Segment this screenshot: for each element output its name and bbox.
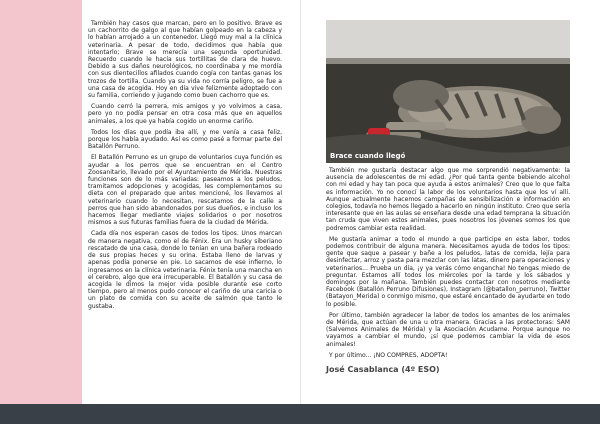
photo-caption: Brace cuando llegó xyxy=(330,152,406,160)
viewer-bottom-bar xyxy=(0,404,600,424)
paragraph: Me gustaría animar a todo el mundo a que participe en esta labor, todos podemos contribuir de alguna manera. Necesitamos ayuda de todos los tipos: gente que saque a pasear y bañe a los peludos, latas de comida, lejía para desinfectar, arroz y pasta para mezclar con las latas, dinero para operaciones y veterinarios... Prueba un día, ¡y ya verás cómo engancha! No tengas miedo de preguntar. Estamos allí todos los miércoles por la tarde y los sábados y domingos por la mañana. También puedes contactar con nosotros mediante Facebook (Batallón Perruno Difusiones), Instagram (@batallon_perruno), Twitter (Batayon_Merida) o conmigo mismo, que estaré encantado de ayudarte en todo lo posible. xyxy=(326,235,570,308)
dog-photo-image xyxy=(326,20,570,163)
decorative-pink-strip xyxy=(0,0,82,404)
right-text-column xyxy=(326,20,570,374)
paragraph: Y por último... ¡NO COMPRES, ADOPTA! xyxy=(329,351,448,359)
paragraph: El Batallón Perruno es un grupo de voluntarios cuya función es ayudar a los perros que se encuentran en el Centro Zoosanitario, llevado por el Ayuntamiento de Mérida. Nuestras funciones son de lo más variadas: paseamos a los peludos, tramitamos adopciones y acogidas, les complementamos su dieta con el preparado que antes mencioné, los llevamos al veterinario cuando lo necesitan, rescatamos de la calle a perros que han sido abandonados por sus dueños, e incluso los hacemos llegar mediante viajes solidarios o por nosotros mismos a sus futuras familias fuera de la ciudad de Mérida. xyxy=(88,154,282,227)
paragraph: Cuando cerró la perrera, mis amigos y yo volvimos a casa, pero yo no podía pensar en otra cosa más que en aquellos animales, a los que ya había cogido un enorme cariño. xyxy=(88,103,282,125)
paragraph: Por último, también agradecer la labor de todos los amantes de los animales de Mérida, que actúan de una u otra manera. Gracias a las protectoras: SAM (Salvemos Animales de Mérida) y la Asociación Acudame. Porque aunque no vayamos a cambiar el mundo, ¡sí que podemos cambiar la vida de esos animales! xyxy=(326,311,570,348)
paragraph: Todos los días que podía iba allí, y me venía a casa feliz, porque los había ayudado. Así es como pasé a formar parte del Batallón Perruno. xyxy=(88,128,282,151)
paragraph: También me gustaría destacar algo que me sorprendió negativamente: la ausencia de adolescentes de mi edad. ¿Por qué tanta gente bebiendo alcohol con mi edad y hay tan poca que ayuda a estos animales? Creo que lo que falta es información. Yo no conocí la labor de los voluntarios hasta que los ví allí. Aunque actualmente hacemos campañas de sensibilización e información en colegios, todavía no hemos llegado a hacerlo en ningún instituto. Creo que sería interesante que en las aulas se enseñara desde una edad temprana la situación tan cruda que viven estos animales, pues nosotros los jóvenes somos los que podremos cambiar esta realidad. xyxy=(326,167,570,232)
left-text-column xyxy=(88,20,282,314)
paragraph: También hay casos que marcan, pero en lo positivo. Brave es un cachorrito de galgo al que habían golpeado en la cabeza y lo habían arrojado a un contenedor. Llegó muy mal a la clínica veterinaria. A pesar de todo, decidimos que había que intentarlo; Brave se merecía una segunda oportunidad. Recuerdo cuando le hacía sus tortillitas de clara de huevo. Debido a sus daños neurológicos, no coordinaba y me mordía con sus dientecillos afilados cuando cogía con tantas ganas los trozos de tortilla. Cuando ya su vida no corría peligro, se fue a una casa de acogida. Hoy en día vive felizmente adoptado con su familia, corriendo y jugando como buen cachorro que es. xyxy=(88,20,282,100)
paragraph: Cada día nos esperan casos de todos los tipos. Unos marcan de manera negativa, como el de Fénix. Era un husky siberiano rescatado de una casa, donde lo tenían en una bañera rodeado de sus propias heces y su orina. Estaba lleno de larvas y apenas podía ponerse en pie. Lo sacamos de ese infierno, lo ingresamos en la clínica veterinaria. Fénix tenía una mancha en el cerebro, algo que era irrecuperable. El Batallón y su casa de acogida le dimos la mejor vida posible durante ese corto tiempo, pero al menos pudo conocer el cariño de una caricia o un plato de comida con su aceite de salmón que tanto le gustaba. xyxy=(88,230,282,310)
page-gutter xyxy=(300,0,301,404)
dog-photo xyxy=(326,20,570,163)
author-signature: José Casablanca (4º ESO) xyxy=(326,365,440,375)
